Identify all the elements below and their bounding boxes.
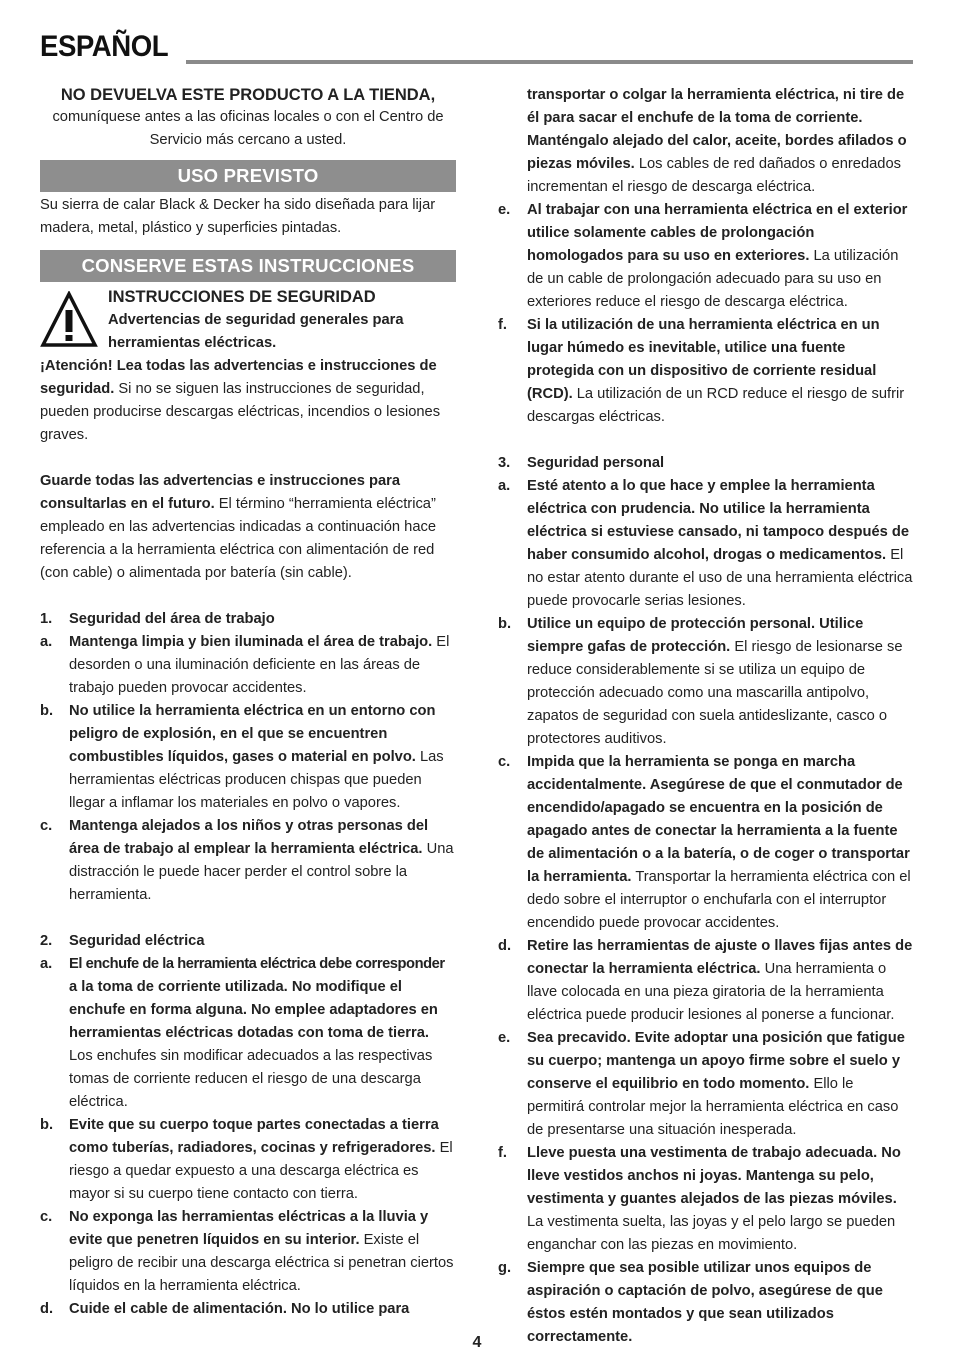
notice-body: comuníquese antes a las oficinas locales o con el Centro de Servicio más cercano a usted. [52,109,444,148]
list-item [498,475,914,613]
item-label: a. [40,956,53,972]
page-number: 4 [472,1334,482,1351]
list-item-continued [498,84,914,199]
item-bold: Mantenga alejados a los niños y otras personas del área de trabajo al emplear la herramienta eléctrica. [69,818,429,857]
item-text: Transportar la herramienta eléctrica con el dedo sobre el interruptor o enchufarla con el interruptor encendido puede provocar accidentes. [527,869,911,931]
section-heading [498,452,914,475]
attention-text: Si no se siguen las instrucciones de seguridad, pueden producirse descargas eléctricas, incendios o lesiones graves. [40,381,441,443]
item-text: Las herramientas eléctricas producen chispas que pueden llegar a inflamar los materiales en polvo o vapores. [69,749,444,811]
item-bold: Utilice un equipo de protección personal. Utilice siempre gafas de protección. [527,616,864,655]
item-bold: Mantenga limpia y bien iluminada el área de trabajo. [69,634,433,650]
safety-subtitle: Advertencias de seguridad generales para herramientas eléctricas. [108,312,404,351]
list-item [498,1027,914,1142]
title-rule [186,60,913,64]
keep-bold: Guarde todas las advertencias e instrucciones para consultarlas en el futuro. [40,473,400,512]
section-number: 2. [40,933,53,949]
item-text: La utilización de un RCD reduce el riesgo de sufrir descargas eléctricas. [527,386,905,425]
section-title: Seguridad del área de trabajo [69,611,275,627]
page-title: ESPAÑOL [40,30,169,63]
item-text: Los enchufes sin modificar adecuados a las respectivas tomas de corriente reducen el riesgo de una descarga eléctrica. [69,1048,433,1110]
item-bold: a la toma de corriente utilizada. No modifique el enchufe en forma alguna. No emplee adaptadores en herramientas eléctricas dotadas con toma de tierra. [69,979,438,1041]
attention-paragraph [40,355,456,447]
list-item [40,953,456,1114]
section-heading [40,930,456,953]
left-column [40,84,456,1321]
item-bold: No exponga las herramientas eléctricas a la lluvia y evite que penetren líquidos en su interior. [69,1209,429,1248]
list-item [498,613,914,751]
section-title: Seguridad personal [527,455,665,471]
item-text: Una distracción le puede hacer perder el control sobre la herramienta. [69,841,454,903]
item-text: El no estar atento durante el uso de una herramienta eléctrica puede provocarle serias lesiones. [527,547,913,609]
item-bold: Sea precavido. Evite adoptar una posición que fatigue su cuerpo; mantenga un apoyo firme sobre el suelo y conserve el equilibrio en todo momento. [527,1030,905,1092]
item-label: d. [40,1301,54,1317]
item-label: b. [40,703,54,719]
item-text: El riesgo de lesionarse se reduce considerablemente si se utiliza un equipo de protección adecuado como una mascarilla antipolvo, zapatos de seguridad con suela antideslizante, casco o protectores auditivos. [527,639,903,747]
keep-text: El término “herramienta eléctrica” empleado en las advertencias indicadas a continuación hace referencia a la herramienta eléctrica con alimentación de red (con cable) o alimentada por batería (sin cable). [40,496,437,581]
keep-paragraph [40,470,456,585]
item-bold: Esté atento a lo que hace y emplee la herramienta eléctrica con prudencia. No utilice la herramienta eléctrica si estuviese cansado, ni tampoco después de haber consumido alcohol, drogas o medicamentos. [527,478,910,563]
item-label: e. [498,202,511,218]
item-bold: Siempre que sea posible utilizar unos equipos de aspiración o captación de polvo, asegúrese de que éstos estén montados y que sean utilizados correctamente. [527,1260,883,1345]
list-item [498,751,914,935]
item-label: f. [498,317,507,333]
item-bold: Lleve puesta una vestimenta de trabajo adecuada. No lleve vestidos anchos ni joyas. Mantenga su pelo, vestimenta y guantes alejados de las piezas móviles. [527,1145,901,1207]
section-title: Seguridad eléctrica [69,933,205,949]
item-label: d. [498,938,512,954]
item-bold: El enchufe de la herramienta eléctrica debe corresponder [69,956,445,972]
safety-title: INSTRUCCIONES DE SEGURIDAD [108,288,376,306]
list-item [498,1142,914,1257]
item-label: c. [40,818,53,834]
item-text: La utilización de un cable de prolongación adecuado para su uso en exteriores reduce el riesgo de descarga eléctrica. [527,248,899,310]
list-item [40,1114,456,1206]
item-bold: No utilice la herramienta eléctrica en un entorno con peligro de explosión, en el que se encuentren combustibles líquidos, gases o material en polvo. [69,703,436,765]
item-text: Existe el peligro de recibir una descarga eléctrica si penetran ciertos líquidos en la herramienta eléctrica. [69,1232,454,1294]
item-bold: Al trabajar con una herramienta eléctrica en el exterior utilice solamente cables de prolongación homologados para su uso en exteriores. [527,202,908,264]
item-label: c. [40,1209,53,1225]
notice-title: NO DEVUELVA ESTE PRODUCTO A LA TIENDA, [60,86,436,104]
item-bold: Si la utilización de una herramienta eléctrica en un lugar húmedo es inevitable, utilice una fuente protegida con un dispositivo de corriente residual (RCD). [527,317,880,402]
safety-header [40,286,456,355]
item-label: b. [498,616,512,632]
item-bold: Retire las herramientas de ajuste o llaves fijas antes de conectar la herramienta eléctrica. [527,938,913,977]
item-bold: Cuide el cable de alimentación. No lo utilice para [69,1301,410,1317]
item-label: f. [498,1145,507,1161]
list-item [498,199,914,314]
section-heading [40,608,456,631]
item-text: Una herramienta o llave colocada en una pieza giratoria de la herramienta eléctrica puede producir lesiones al ponerse a funcionar. [527,961,895,1023]
item-bold: Impida que la herramienta se ponga en marcha accidentalmente. Asegúrese de que el conmutador de encendido/apagado se encuentra en la posición de apagado antes de conectar la herramienta a la fuente de alimentación o a la batería, o de coger o transportar la herramienta. [527,754,910,885]
section-number: 1. [40,611,53,627]
warning-triangle-icon [40,291,98,349]
item-label: a. [40,634,53,650]
attention-bold: ¡Atención! Lea todas las advertencias e instrucciones de seguridad. [40,358,437,397]
list-item [40,631,456,700]
list-item [40,815,456,907]
list-item [40,1206,456,1298]
section-number: 3. [498,455,511,471]
list-item [40,1298,456,1321]
item-text: El riesgo a quedar expuesto a una descarga eléctrica es mayor si su cuerpo tiene contacto con tierra. [69,1140,453,1202]
item-label: b. [40,1117,54,1133]
item-label: a. [498,478,511,494]
item-label: c. [498,754,511,770]
item-label: g. [498,1260,512,1276]
list-item [498,314,914,429]
right-column [498,84,914,1349]
list-item [498,935,914,1027]
intended-use-banner: USO PREVISTO [40,160,456,192]
item-bold: Evite que su cuerpo toque partes conectadas a tierra como tuberías, radiadores, cocinas y refrigeradores. [69,1117,439,1156]
item-text: El desorden o una iluminación deficiente en las áreas de trabajo pueden provocar accidentes. [69,634,450,696]
item-bold: transportar o colgar la herramienta eléctrica, ni tire de él para sacar el enchufe de la toma de corriente. Manténgalo alejado del calor, aceite, bordes afilados o piezas móviles. [527,87,907,172]
list-item [40,700,456,815]
save-instructions-banner: CONSERVE ESTAS INSTRUCCIONES [40,250,456,282]
item-label: e. [498,1030,511,1046]
item-text: Los cables de red dañados o enredados incrementan el riesgo de descarga eléctrica. [527,156,901,195]
intended-use-text: Su sierra de calar Black & Decker ha sido diseñada para lijar madera, metal, plástico y superficies pintadas. [40,197,436,236]
item-text: Ello le permitirá controlar mejor la herramienta eléctrica en caso de presentarse una situación inesperada. [527,1076,899,1138]
item-text: La vestimenta suelta, las joyas y el pelo largo se pueden enganchar con las piezas en movimiento. [527,1214,896,1253]
